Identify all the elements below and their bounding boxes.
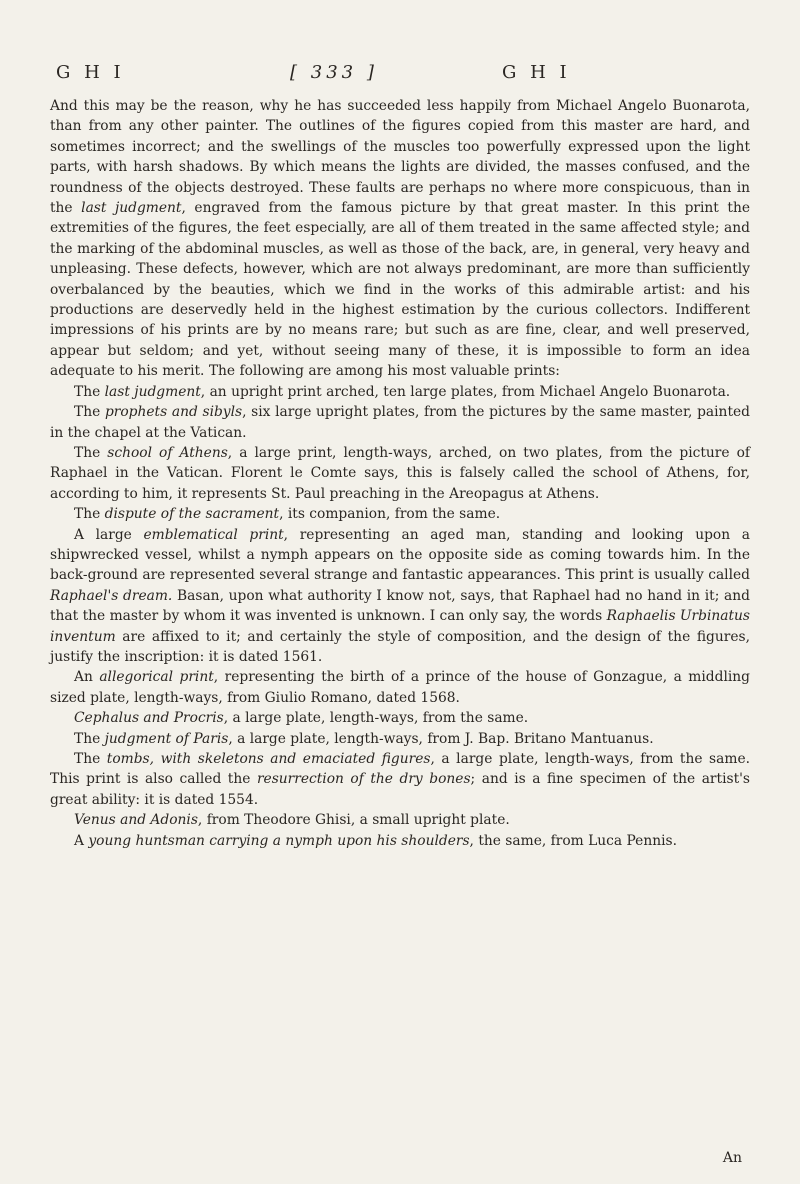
entry-text: , an upright print arched, ten large plates, from Michael Angelo Buonarota.: [200, 383, 731, 400]
entry-young-huntsman: [50, 831, 750, 851]
intro-text-continued: , engraved from the famous picture by that great master. In this print the extremities of the figures, the feet especially, are all of them treated in the same affected style; and the marking of the abdominal muscles, as well as those of the back, are, in general, very heavy and unpleasing. These defects, however, which are not always predominant, are more than sufficiently overbalanced by the beauties, which we find in the works of this admirable artist: and his productions are deservedly held in the highest estimation by the curious collectors. Indifferent impressions of his prints are by no means rare; but such as are fine, clear, and well preserved, appear but seldom; and yet, without seeing many of these, it is impossible to form an idea adequate to his merit. The following are among his most valuable prints:: [50, 200, 750, 380]
entry-text: , a large plate, length-ways, from J. Bap. Britano Mantuanus.: [228, 730, 654, 747]
entry-text: , six large upright plates, from the pictures by the same master, painted in the chapel at the Vatican.: [50, 404, 750, 441]
entry-text: , a large print, length-ways, arched, on two plates, from the picture of Raphael in the Vatican. Florent le Comte says, this is falsely called the school of Athens, for, according to him, it represents St. Paul preaching in the Areopagus at Athens.: [50, 444, 751, 502]
entry-title-secondary: Raphael's dream.: [50, 587, 173, 604]
entry-title: last judgment: [104, 383, 201, 400]
entry-title: young huntsman carrying a nymph upon his shoulders: [88, 832, 470, 849]
header-right-letters: G H I: [502, 62, 571, 83]
entry-judgment-paris: [50, 729, 750, 749]
entry-text: , a large plate, length-ways, from the same. This print is also called the: [50, 751, 750, 788]
entry-prefix: An: [74, 669, 100, 686]
entry-prefix: The: [74, 506, 105, 523]
entry-title: school of Athens: [107, 444, 228, 461]
entry-text: , representing an aged man, standing and looking upon a shipwrecked vessel, whilst a nymph appears on the opposite side as coming towards him. In the back-ground are represented several strange and fantastic appearances. This print is usually called: [50, 526, 750, 584]
entry-dispute-sacrament: [50, 504, 750, 524]
entry-prefix: The: [74, 730, 105, 747]
entry-prefix: The: [74, 383, 105, 400]
entry-title: Cephalus and Procris: [74, 710, 224, 727]
entry-inscription: Raphaelis Urbinatus inventum: [50, 608, 751, 645]
entry-text: , a large plate, length-ways, from the same.: [223, 710, 529, 727]
entry-allegorical-print: [50, 667, 750, 708]
entry-title: prophets and sibyls: [104, 404, 243, 421]
entry-prefix: The: [74, 404, 105, 421]
entry-prefix: A large: [74, 526, 144, 543]
entry-title: Venus and Adonis: [74, 812, 198, 829]
entry-prefix: A: [74, 832, 89, 849]
entry-title-secondary: resurrection of the dry bones: [256, 771, 471, 788]
entry-text: , the same, from Luca Pennis.: [469, 832, 677, 849]
entry-prophets-sibyls: [50, 402, 750, 443]
entry-cephalus-procris: [50, 708, 750, 728]
entry-text: , from Theodore Ghisi, a small upright plate.: [197, 812, 510, 829]
entry-title: allegorical print: [99, 669, 214, 686]
entry-last-judgment: [50, 382, 750, 402]
book-page: [50, 0, 750, 1184]
entry-text-secondary: Basan, upon what authority I know not, says, that Raphael had no hand in it; and that the master by whom it was invented is unknown. I can only say, the words: [50, 587, 750, 625]
body-text: [50, 96, 750, 851]
entry-emblematical-print: [50, 525, 750, 668]
entry-title: tombs, with skeletons and emaciated figures: [106, 751, 431, 767]
header-left-letters: G H I: [56, 62, 125, 83]
running-header: [50, 58, 750, 94]
entry-title: judgment of Paris: [104, 730, 229, 747]
entry-venus-adonis: [50, 810, 750, 830]
entry-prefix: The: [74, 751, 107, 767]
entry-text: , its companion, from the same.: [279, 506, 501, 523]
entry-title: dispute of the sacrament: [104, 506, 280, 523]
entry-text: , representing the birth of a prince of the house of Gonzague, a middling sized plate, length-ways, from Giulio Romano, dated 1568.: [50, 669, 750, 706]
intro-text: And this may be the reason, why he has succeeded less happily from Michael Angelo Buonarota, than from any other painter. The outlines of the figures copied from this master are hard, and sometimes incorrect; and the swellings of the muscles too powerfully expressed upon the light parts, with harsh shadows. By which means the lights are divided, the masses confused, and the roundness of the objects destroyed. These faults are perhaps no where more conspicuous, than in the: [50, 98, 750, 217]
entry-tombs-skeletons: [50, 749, 750, 810]
page-number: [ 333 ]: [290, 62, 378, 83]
intro-italic-title: last judgment: [81, 200, 182, 217]
entry-text-secondary: ; and is a fine specimen of the artist's great ability: it is dated 1554.: [50, 771, 750, 808]
entry-text-tertiary: are affixed to it; and certainly the style of composition, and the design of the figures, justify the inscription: it is dated 1561.: [50, 628, 750, 665]
entry-title: emblematical print: [143, 526, 284, 543]
catchword: An: [722, 1150, 742, 1166]
entry-prefix: The: [74, 444, 108, 461]
entry-school-of-athens: [50, 443, 750, 504]
intro-paragraph: [50, 96, 750, 382]
